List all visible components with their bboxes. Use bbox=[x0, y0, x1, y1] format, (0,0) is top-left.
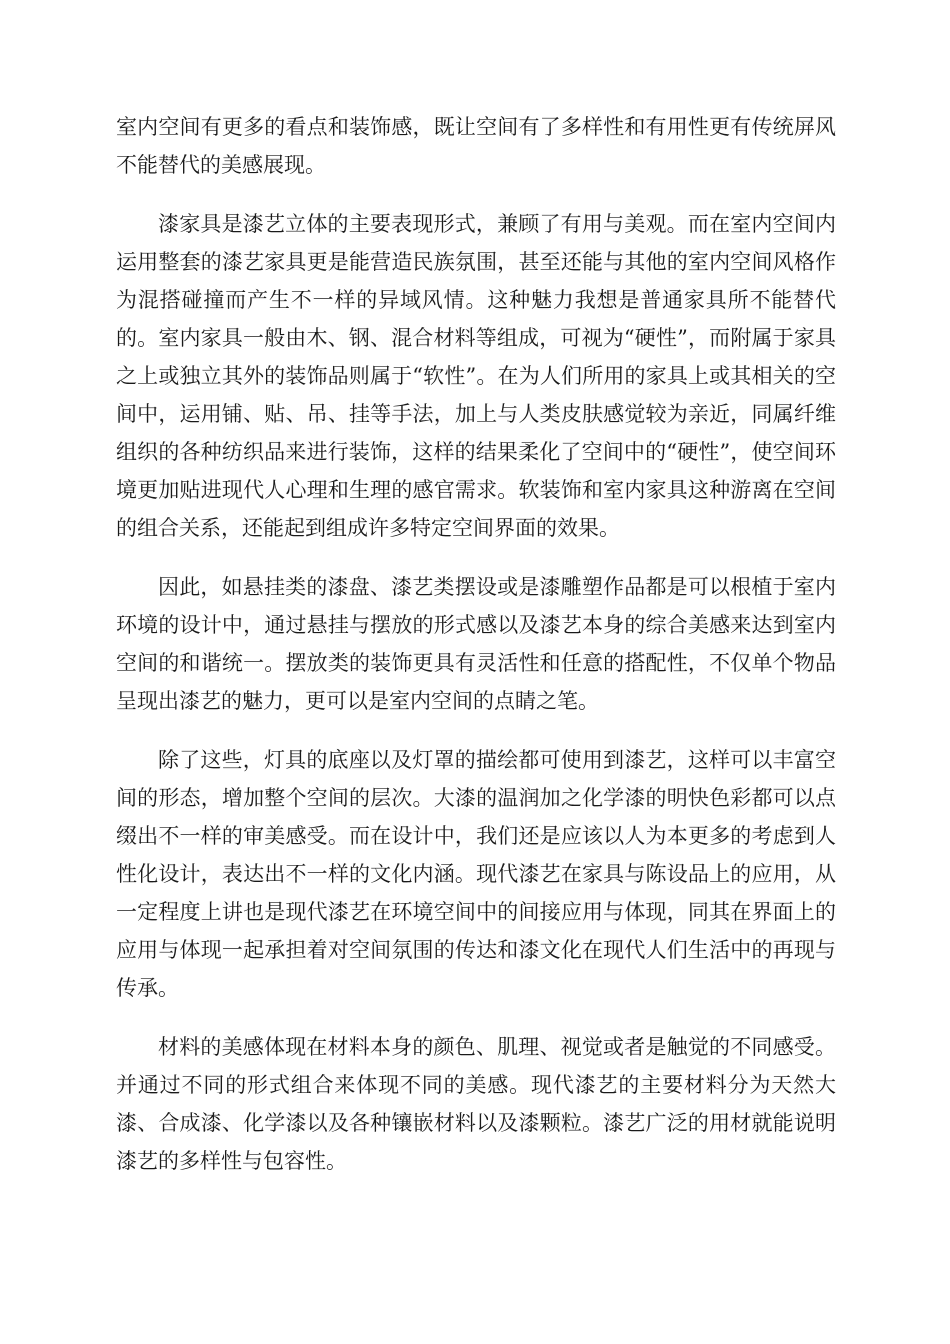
paragraph-1: 室内空间有更多的看点和装饰感，既让空间有了多样性和有用性更有传统屏风不能替代的美感展现。 bbox=[116, 115, 836, 177]
paragraph-5: 材料的美感体现在材料本身的颜色、肌理、视觉或者是触觉的不同感受。并通过不同的形式组合来体现不同的美感。现代漆艺的主要材料分为天然大漆、合成漆、化学漆以及各种镶嵌材料以及漆颗粒。漆艺广泛的用材就能说明漆艺的多样性与包容性。 bbox=[116, 1035, 836, 1173]
paragraph-4: 除了这些，灯具的底座以及灯罩的描绘都可使用到漆艺，这样可以丰富空间的形态，增加整个空间的层次。大漆的温润加之化学漆的明快色彩都可以点缀出不一样的审美感受。而在设计中，我们还是应该以人为本更多的考虑到人性化设计，表达出不一样的文化内涵。现代漆艺在家具与陈设品上的应用，从一定程度上讲也是现代漆艺在环境空间中的间接应用与体现，同其在界面上的应用与体现一起承担着对空间氛围的传达和漆文化在现代人们生活中的再现与传承。 bbox=[116, 748, 836, 1000]
paragraph-2: 漆家具是漆艺立体的主要表现形式，兼顾了有用与美观。而在室内空间内运用整套的漆艺家具更是能营造民族氛围，甚至还能与其他的室内空间风格作为混搭碰撞而产生不一样的异域风情。这种魅力我想是普通家具所不能替代的。室内家具一般由木、钢、混合材料等组成，可视为“硬性”，而附属于家具之上或独立其外的装饰品则属于“软性”。在为人们所用的家具上或其相关的空间中，运用铺、贴、吊、挂等手法，加上与人类皮肤感觉较为亲近，同属纤维组织的各种纺织品来进行装饰，这样的结果柔化了空间中的“硬性”，使空间环境更加贴进现代人心理和生理的感官需求。软装饰和室内家具这种游离在空间的组合关系，还能起到组成许多特定空间界面的效果。 bbox=[116, 212, 836, 540]
paragraph-3: 因此，如悬挂类的漆盘、漆艺类摆设或是漆雕塑作品都是可以根植于室内环境的设计中，通过悬挂与摆放的形式感以及漆艺本身的综合美感来达到室内空间的和谐统一。摆放类的装饰更具有灵活性和任意的搭配性，不仅单个物品呈现出漆艺的魅力，更可以是室内空间的点睛之笔。 bbox=[116, 575, 836, 713]
document-body bbox=[116, 108, 836, 1201]
